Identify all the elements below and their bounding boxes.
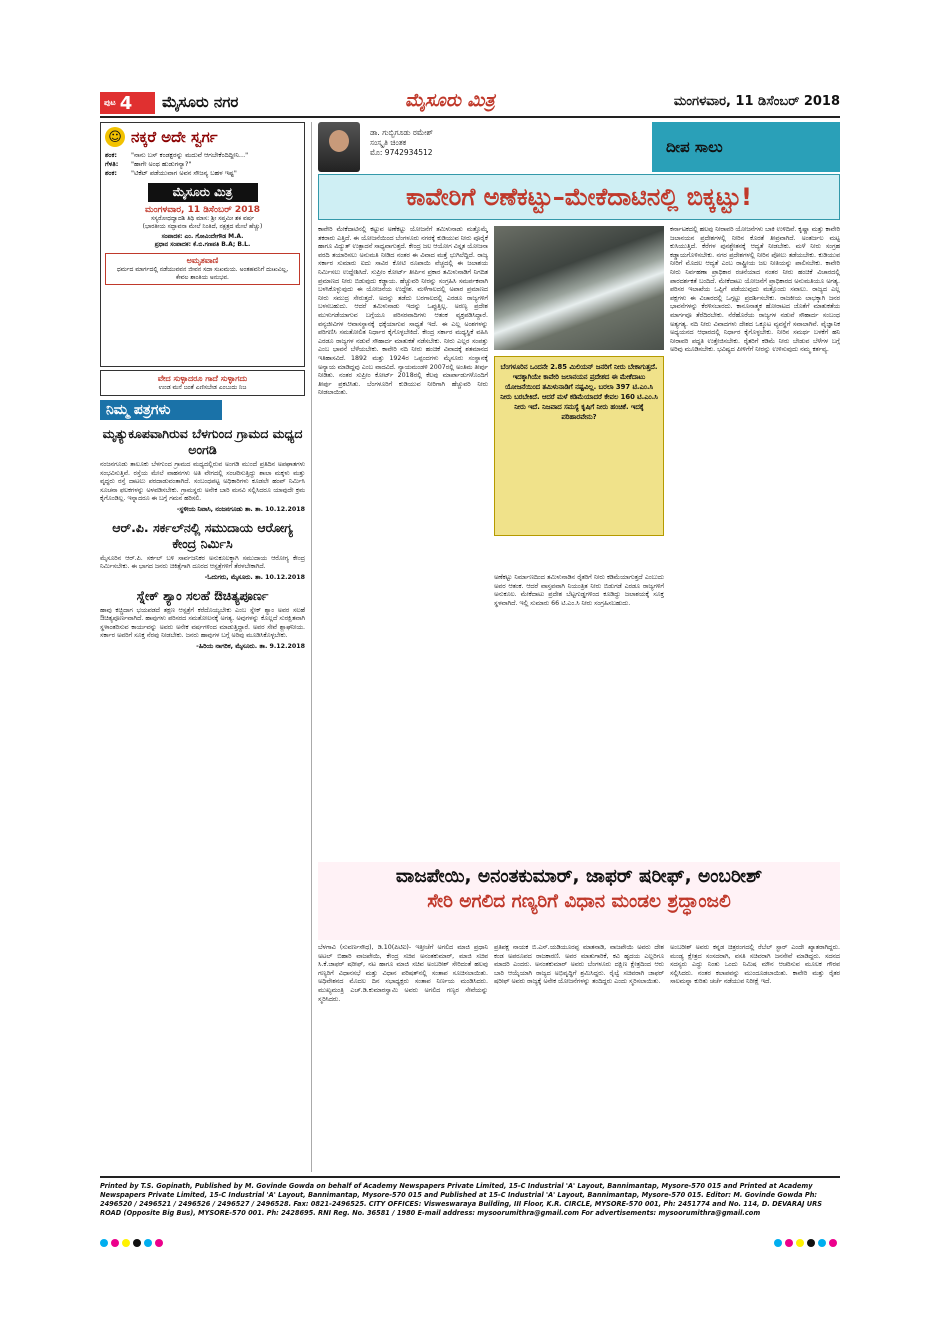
proverb-title: ವೇದ ಸುಳ್ಳಾದರೂ ಗಾದೆ ಸುಳ್ಳಾಗದು: [157, 374, 248, 383]
letter-body: ಮೈಸೂರಿನ ಆರ್.ಪಿ. ಸರ್ಕಲ್ ಬಳಿ ಸಾರ್ವಜನಿಕರ ಅನುಕೂಲಕ್ಕಾಗಿ ಸಮುದಾಯ ಆರೋಗ್ಯ ಕೇಂದ್ರ ನಿರ್ಮಿಸಬೇಕು. ಈ ಭಾಗದ ಜನರು ಚಿಕಿತ್ಸೆಗಾಗಿ ದೂರದ ಆಸ್ಪತ್ರೆಗಳಿಗೆ ತೆರಳಬೇಕಾಗಿದೆ.: [100, 554, 305, 570]
author-phone: ಮೊ: 9742934512: [370, 148, 433, 157]
author-photo: [318, 122, 360, 172]
article-column-2: ಅಣೆಕಟ್ಟು ನಿರ್ಮಾಣದಿಂದ ತಮಿಳುನಾಡಿನ ರೈತರಿಗೆ ನೀರು ಕಡಿಮೆಯಾಗುತ್ತದೆ ಎಂಬುದು ಅವರ ಆತಂಕ. ಆದರೆ ವಾಸ್ತವವಾಗಿ ನಿಯಂತ್ರಿತ ನೀರು ಬಿಡುಗಡೆ ಎರಡೂ ರಾಜ್ಯಗಳಿಗೆ ಅನುಕೂಲ. ಮೇಕೆದಾಟು ಪ್ರದೇಶ ಬೆಟ್ಟಗುಡ್ಡಗಳಿಂದ ಕೂಡಿದ್ದು ಜಲಾಶಯಕ್ಕೆ ಸೂಕ್ತ ಸ್ಥಳವಾಗಿದೆ. ಇಲ್ಲಿ ಸುಮಾರು 66 ಟಿ.ಎಂ.ಸಿ ನೀರು ಸಂಗ್ರಹಿಸಬಹುದು.: [494, 574, 664, 607]
news-column-2: ಪ್ರತಿಪಕ್ಷ ನಾಯಕ ಬಿ.ಎಸ್.ಯಡಿಯೂರಪ್ಪ ಮಾತನಾಡಿ, ವಾಜಪೇಯಿ ಅವರು ದೇಶ ಕಂಡ ಅಪರೂಪದ ರಾಜಕಾರಣಿ. ಅವರ ಮಾತುಗಾರಿಕೆ, ಕವಿ ಹೃದಯ ಎಲ್ಲರಿಗೂ ಮಾದರಿ ಎಂದರು. ಅನಂತಕುಮಾರ್ ಅವರು ಬೆಂಗಳೂರು ದಕ್ಷಿಣ ಕ್ಷೇತ್ರದಿಂದ ಆರು ಬಾರಿ ಆಯ್ಕೆಯಾಗಿ ರಾಜ್ಯದ ಅಭಿವೃದ್ಧಿಗೆ ಶ್ರಮಿಸಿದ್ದರು. ರೈಲ್ವೆ ಸಚಿವರಾಗಿ ಜಾಫರ್ ಷರೀಫ್ ಅವರು ರಾಜ್ಯಕ್ಕೆ ಅನೇಕ ಯೋಜನೆಗಳನ್ನು ತಂದಿದ್ದರು ಎಂದು ಸ್ಮರಿಸಲಾಯಿತು.: [494, 944, 664, 986]
article-column-3: ಕರ್ನಾಟಕದಲ್ಲಿ ಹಲವು ನೀರಾವರಿ ಯೋಜನೆಗಳು ಬಾಕಿ ಉಳಿದಿವೆ. ಕೃಷ್ಣಾ ಮತ್ತು ಕಾವೇರಿ ಜಲಾನಯನ ಪ್ರದೇಶಗಳಲ್ಲಿ ನೀರಿನ ಕೊರತೆ ತೀವ್ರವಾಗಿದೆ. ಅಂತರ್ಜಲ ಮಟ್ಟ ಕುಸಿಯುತ್ತಿದೆ. ಕೆರೆಗಳ ಪುನಶ್ಚೇತನಕ್ಕೆ ಆದ್ಯತೆ ನೀಡಬೇಕು. ಮಳೆ ನೀರು ಸಂಗ್ರಹ ಕಡ್ಡಾಯಗೊಳಿಸಬೇಕು. ನಗರ ಪ್ರದೇಶಗಳಲ್ಲಿ ನೀರಿನ ಪೋಲು ತಡೆಯಬೇಕು. ಕುಡಿಯುವ ನೀರಿಗೆ ಮೊದಲ ಆದ್ಯತೆ ಎಂಬ ರಾಷ್ಟ್ರೀಯ ಜಲ ನೀತಿಯನ್ನು ಪಾಲಿಸಬೇಕು. ಕಾವೇರಿ ನೀರು ನಿರ್ವಹಣಾ ಪ್ರಾಧಿಕಾರ ರಚನೆಯಾದ ನಂತರ ನೀರು ಹಂಚಿಕೆ ವಿಚಾರದಲ್ಲಿ ಪಾರದರ್ಶಕತೆ ಬಂದಿದೆ. ಮೇಕೆದಾಟು ಯೋಜನೆಗೆ ಪ್ರಾಧಿಕಾರದ ಅನುಮತಿಯೂ ಅಗತ್ಯ. ಪರಿಸರ ಇಲಾಖೆಯ ಒಪ್ಪಿಗೆ ಪಡೆಯುವುದು ಮತ್ತೊಂದು ಸವಾಲು. ರಾಜ್ಯದ ಎಲ್ಲ ಪಕ್ಷಗಳು ಈ ವಿಚಾರದಲ್ಲಿ ಒಗ್ಗಟ್ಟು ಪ್ರದರ್ಶಿಸಬೇಕು. ರಾಜಕೀಯ ಲಾಭಕ್ಕಾಗಿ ಜನರ ಭಾವನೆಗಳನ್ನು ಕೆರಳಿಸಬಾರದು. ಕಾನೂನಾತ್ಮಕ ಹೋರಾಟದ ಜೊತೆಗೆ ಮಾತುಕತೆಯ ಮಾರ್ಗವೂ ತೆರೆದಿರಬೇಕು. ನೆರೆಹೊರೆಯ ರಾಜ್ಯಗಳ ನಡುವೆ ಸೌಹಾರ್ದ ಸಂಬಂಧ ಅತ್ಯಗತ್ಯ. ನದಿ ನೀರು ವಿವಾದಗಳು ದೇಶದ ಒಕ್ಕೂಟ ವ್ಯವಸ್ಥೆಗೆ ಸವಾಲಾಗಿವೆ. ವೈಜ್ಞಾನಿಕ ಅಧ್ಯಯನದ ಆಧಾರದಲ್ಲಿ ನಿರ್ಧಾರ ಕೈಗೊಳ್ಳಬೇಕು. ನೀರಿನ ಸಮರ್ಥ ಬಳಕೆಗೆ ಹನಿ ನೀರಾವರಿ ಪದ್ಧತಿ ಉತ್ತೇಜಿಸಬೇಕು. ರೈತರಿಗೆ ಕಡಿಮೆ ನೀರು ಬೇಡುವ ಬೆಳೆಗಳ ಬಗ್ಗೆ ಅರಿವು ಮೂಡಿಸಬೇಕು. ಭವಿಷ್ಯದ ಪೀಳಿಗೆಗೆ ನೀರನ್ನು ಉಳಿಸುವುದು ನಮ್ಮ ಕರ್ತವ್ಯ.: [670, 226, 840, 354]
joke-line: ಶಂಕ: "ಟಿಕೆಟ್ ಪಡೆಯುವಾಗ ಅವನ ಸೌಜನ್ಯ ಬಹಳ ಇಷ್ಟ": [105, 169, 237, 177]
author-details: [370, 128, 433, 158]
imprint-footer: Printed by T.S. Gopinath, Published by M. Govinde Gowda on behalf of Academy Newspapers Private Limited, 15-C Industrial 'A' Layout, Bannimantap, Mysore-570 015 and Printed at Academy Newspapers Private Limited, 15-C Industrial 'A' Layout, Bannimantap, Mysore-570 015 and Published at 15-C Industrial 'A' Layout, Bannimantap, Mysore-570 015. Editor: M. Govinde Gowda Ph: 2496520 / 2496521 / 2496526 / 2496527 / 2496528. Fax: 0821-2496525. CITY OFFICES: Visweswaraya Building, III Floor, K.R. CIRCLE, MYSORE-570 001, Ph: 2451774 and No. 114, D. DEVARAJ URS ROAD (Opposite Big Bus), MYSORE-570 001. Ph: 2428695. RNI Reg. No. 36581 / 1980 E-mail address: mysoorumithra@gmail.com For advertisements: mysoorumithra@gmail.com: [100, 1176, 840, 1218]
laughing-face-icon: ☺: [105, 127, 125, 147]
page-label: ಪುಟ: [104, 98, 116, 107]
joke-line: ಗೆಳತಿ: "ಹಾಗೇ ಅಂಥ ಹುಡುಗನ್ಯಾ?": [105, 160, 192, 168]
proverb-text: ಉಂಡ ಮನೆ ಜಂತೆ ಎಣಿಸಬೇಡ ಎಂಬುದು ನಿಜ: [158, 384, 247, 391]
letter-title: ಆರ್.ಪಿ. ಸರ್ಕಲ್‌ನಲ್ಲಿ ಸಮುದಾಯ ಆರೋಗ್ಯ ಕೇಂದ್ರ ನಿರ್ಮಿಸಿ: [112, 519, 293, 551]
author-name: ಡಾ. ಗುಬ್ಬಿಗೂಡು ರಮೇಶ್: [370, 128, 434, 137]
amritavani-box: [105, 253, 300, 285]
joke-line: ಶಂಕ: "ನಾನು ಬಸ್ ಕಂಡಕ್ಟರನ್ನು ಮದುವೆ ಆಗಬೇಕೆಂದಿದ್ದೀನಿ...": [105, 151, 249, 159]
letter-title: ಮೃತ್ಯುಕೂಪವಾಗಿರುವ ಬೆಳಗುಂದ ಗ್ರಾಮದ ಮಧ್ಯದ ಅಂಗಡಿ: [102, 426, 303, 457]
page-header: [100, 90, 840, 116]
mini-date: ಮಂಗಳವಾರ, 11 ಡಿಸೆಂಬರ್ 2018: [145, 205, 260, 215]
amritavani-title: ಅಮೃತವಾಣಿ: [186, 256, 219, 265]
masthead: ಮೈಸೂರು ಮಿತ್ರ: [405, 90, 495, 111]
letter-item: [100, 426, 305, 514]
author-role: ಸಂಸ್ಕೃತಿ ಚಿಂತಕ: [370, 138, 407, 147]
page-number-box: [100, 92, 155, 114]
letter-title: ಸ್ನೇಕ್ ಶ್ಯಾಂ ಸಲಹೆ ಔಚಿತ್ಯಪೂರ್ಣ: [136, 587, 269, 603]
page-number: 4: [119, 92, 133, 114]
article-column-1: ಕಾವೇರಿ ಮೇಕೆದಾಟಿನಲ್ಲಿ ಕಟ್ಟುವ ಅಣೆಕಟ್ಟು ಯೋಜನೆಗೆ ತಮಿಳುನಾಡು ಮತ್ತೊಮ್ಮೆ ತಕರಾರು ಎತ್ತಿದೆ. ಈ ಯೋಜನೆಯಿಂದ ಬೆಂಗಳೂರು ನಗರಕ್ಕೆ ಕುಡಿಯುವ ನೀರು ಪೂರೈಕೆ ಹಾಗೂ ವಿದ್ಯುತ್ ಉತ್ಪಾದನೆ ಸಾಧ್ಯವಾಗುತ್ತದೆ. ಕೇಂದ್ರ ಜಲ ಆಯೋಗ ವಿಸ್ತೃತ ಯೋಜನಾ ವರದಿ ತಯಾರಿಸಲು ಅನುಮತಿ ನೀಡಿದ ನಂತರ ಈ ವಿವಾದ ಮತ್ತೆ ಭುಗಿಲೆದ್ದಿದೆ. ರಾಜ್ಯ ಸರ್ಕಾರ ಸುಮಾರು ಐದು ಸಾವಿರ ಕೋಟಿ ರೂಪಾಯಿ ವೆಚ್ಚದಲ್ಲಿ ಈ ಜಲಾಶಯ ನಿರ್ಮಿಸಲು ಉದ್ದೇಶಿಸಿದೆ. ಸುಪ್ರೀಂ ಕೋರ್ಟ್ ತೀರ್ಪಿನ ಪ್ರಕಾರ ತಮಿಳುನಾಡಿಗೆ ನಿಗದಿತ ಪ್ರಮಾಣದ ನೀರು ಬಿಡುವುದು ಕಡ್ಡಾಯ. ಹೆಚ್ಚುವರಿ ನೀರನ್ನು ಸಂಗ್ರಹಿಸಿ ಸಮರ್ಪಕವಾಗಿ ಬಳಸಿಕೊಳ್ಳುವುದು ಈ ಯೋಜನೆಯ ಉದ್ದೇಶ. ಮಳೆಗಾಲದಲ್ಲಿ ಅಪಾರ ಪ್ರಮಾಣದ ನೀರು ಸಮುದ್ರ ಸೇರುತ್ತದೆ. ಅದನ್ನು ತಡೆದು ಬರಗಾಲದಲ್ಲಿ ಎರಡೂ ರಾಜ್ಯಗಳಿಗೆ ಬಳಸಬಹುದು. ಆದರೆ ತಮಿಳುನಾಡು ಇದನ್ನು ಒಪ್ಪುತ್ತಿಲ್ಲ. ಅರಣ್ಯ ಪ್ರದೇಶ ಮುಳುಗಡೆಯಾಗುವ ಬಗ್ಗೆಯೂ ಪರಿಸರವಾದಿಗಳು ಆತಂಕ ವ್ಯಕ್ತಪಡಿಸಿದ್ದಾರೆ. ವನ್ಯಜೀವಿಗಳ ಆವಾಸಸ್ಥಾನಕ್ಕೆ ಧಕ್ಕೆಯಾಗುವ ಸಾಧ್ಯತೆ ಇದೆ. ಈ ಎಲ್ಲ ಅಂಶಗಳನ್ನು ಪರಿಗಣಿಸಿ ಸಮತೋಲಿತ ನಿರ್ಧಾರ ಕೈಗೊಳ್ಳಬೇಕಿದೆ. ಕೇಂದ್ರ ಸರ್ಕಾರ ಮಧ್ಯಸ್ಥಿಕೆ ವಹಿಸಿ ಎರಡೂ ರಾಜ್ಯಗಳ ನಡುವೆ ಸೌಹಾರ್ದ ಮಾತುಕತೆ ನಡೆಸಬೇಕು. ನೀರು ಎಲ್ಲರ ಸಂಪತ್ತು ಎಂಬ ಭಾವನೆ ಬೆಳೆಯಬೇಕು. ಕಾವೇರಿ ನದಿ ನೀರು ಹಂಚಿಕೆ ವಿವಾದಕ್ಕೆ ಶತಮಾನದ ಇತಿಹಾಸವಿದೆ. 1892 ಮತ್ತು 1924ರ ಒಪ್ಪಂದಗಳು ಮೈಸೂರು ಸಂಸ್ಥಾನಕ್ಕೆ ಅನ್ಯಾಯ ಮಾಡಿದ್ದವು ಎಂಬ ವಾದವಿದೆ. ನ್ಯಾಯಮಂಡಳಿ 2007ರಲ್ಲಿ ಅಂತಿಮ ತೀರ್ಪು ನೀಡಿತು. ನಂತರ ಸುಪ್ರೀಂ ಕೋರ್ಟ್ 2018ರಲ್ಲಿ ಕೆಲವು ಮಾರ್ಪಾಡುಗಳೊಂದಿಗೆ ತೀರ್ಪು ಪ್ರಕಟಿಸಿತು. ಬೆಂಗಳೂರಿಗೆ ಕುಡಿಯುವ ನೀರಿಗಾಗಿ ಹೆಚ್ಚುವರಿ ನೀರು ನೀಡಲಾಯಿತು.: [318, 226, 488, 397]
header-rule: [100, 116, 840, 118]
column-name: ದೀಪ ಸಾಲು: [652, 122, 840, 172]
second-headline-block: [318, 862, 840, 940]
amritavani-text: ಧರ್ಮದ ಮಾರ್ಗದಲ್ಲಿ ನಡೆಯುವವನ ಜೀವನ ಸದಾ ಸುಖಮಯ. ಅಂತಹವನಿಗೆ ದುಃಖವಿಲ್ಲ, ಕೇವಲ ಶಾಂತಿಯ ಅನುಭವ.: [116, 266, 289, 281]
news-column-3: ಅಂಬರೀಶ್ ಅವರು ಕನ್ನಡ ಚಿತ್ರರಂಗದಲ್ಲಿ ರೆಬೆಲ್ ಸ್ಟಾರ್ ಎಂದೇ ಖ್ಯಾತರಾಗಿದ್ದರು. ಮಂಡ್ಯ ಕ್ಷೇತ್ರದ ಸಂಸದರಾಗಿ, ವಸತಿ ಸಚಿವರಾಗಿ ಜನಸೇವೆ ಮಾಡಿದ್ದರು. ಸದನದ ಸದಸ್ಯರು ಎದ್ದು ನಿಂತು ಒಂದು ನಿಮಿಷ ಮೌನ ಆಚರಿಸುವ ಮೂಲಕ ಗೌರವ ಸಲ್ಲಿಸಿದರು. ನಂತರ ಕಲಾಪವನ್ನು ಮುಂದೂಡಲಾಯಿತು. ಕಾವೇರಿ ಮತ್ತು ರೈತರ ಸಾಲಮನ್ನಾ ಕುರಿತು ಚರ್ಚೆ ನಡೆಯುವ ನಿರೀಕ್ಷೆ ಇದೆ.: [670, 944, 840, 986]
panchanga-note: (ಭಾರತೀಯ ಸದ್ಭಾವನಾ ಮೇಲೆ ನಿಂತಿದೆ, ನಕ್ಷತ್ರದ ಮೇಲೆ ಹೆಚ್ಚು): [142, 223, 263, 230]
registration-marks: [100, 1232, 840, 1251]
issue-date: ಮಂಗಳವಾರ, 11 ಡಿಸೆಂಬರ್ 2018: [673, 94, 840, 109]
nakkare-box: [100, 122, 305, 367]
joke-list: [105, 151, 300, 178]
letters-banner: ನಿಮ್ಮ ಪತ್ರಗಳು: [100, 400, 222, 420]
author-block: [318, 122, 648, 175]
news-column-1: ಬೆಳಗಾವಿ (ಸುವರ್ಣಸೌಧ), ಡಿ.10(ಪಿಟಿಐ)- ಇತ್ತೀಚೆಗೆ ಅಗಲಿದ ಮಾಜಿ ಪ್ರಧಾನಿ ಅಟಲ್ ಬಿಹಾರಿ ವಾಜಪೇಯಿ, ಕೇಂದ್ರ ಸಚಿವ ಅನಂತಕುಮಾರ್, ಮಾಜಿ ಸಚಿವ ಸಿ.ಕೆ.ಜಾಫರ್ ಷರೀಫ್, ನಟ ಹಾಗೂ ಮಾಜಿ ಸಚಿವ ಅಂಬರೀಶ್ ಸೇರಿದಂತೆ ಹಲವು ಗಣ್ಯರಿಗೆ ವಿಧಾನಸಭೆ ಮತ್ತು ವಿಧಾನ ಪರಿಷತ್‌ನಲ್ಲಿ ಸಂತಾಪ ಸೂಚಿಸಲಾಯಿತು. ಅಧಿವೇಶನದ ಮೊದಲ ದಿನ ಸಭಾಧ್ಯಕ್ಷರು ಸಂತಾಪ ನಿರ್ಣಯ ಮಂಡಿಸಿದರು. ಮುಖ್ಯಮಂತ್ರಿ ಎಚ್.ಡಿ.ಕುಮಾರಸ್ವಾಮಿ ಅವರು ಅಗಲಿದ ಗಣ್ಯರ ಸೇವೆಯನ್ನು ಸ್ಮರಿಸಿದರು.: [318, 944, 488, 1003]
letter-body: ಹಾವು ಕಚ್ಚಿದಾಗ ಭಯಪಡದೆ ತಕ್ಷಣ ಆಸ್ಪತ್ರೆಗೆ ಕರೆದೊಯ್ಯಬೇಕು ಎಂಬ ಸ್ನೇಕ್ ಶ್ಯಾಂ ಅವರ ಸಲಹೆ ಔಚಿತ್ಯಪೂರ್ಣವಾಗಿದೆ. ಹಾವುಗಳು ಪರಿಸರದ ಸಮತೋಲನಕ್ಕೆ ಅಗತ್ಯ. ಅವುಗಳನ್ನು ಕೊಲ್ಲದೆ ಸುರಕ್ಷಿತವಾಗಿ ಸ್ಥಳಾಂತರಿಸುವ ಕಾರ್ಯವನ್ನು ಅವರು ಅನೇಕ ವರ್ಷಗಳಿಂದ ಮಾಡುತ್ತಿದ್ದಾರೆ. ಅವರ ಸೇವೆ ಶ್ಲಾಘನೀಯ. ಸರ್ಕಾರ ಅವರಿಗೆ ಸೂಕ್ತ ನೆರವು ನೀಡಬೇಕು. ಜನರು ಹಾವುಗಳ ಬಗ್ಗೆ ಅರಿವು ಮೂಡಿಸಿಕೊಳ್ಳಬೇಕು.: [100, 606, 305, 639]
letter-signature: -ಹಿರಿಯ ನಾಗರಿಕ, ಮೈಸೂರು. ತಾ. 9.12.2018: [196, 642, 305, 650]
second-headline-line1: ವಾಜಪೇಯಿ, ಅನಂತಕುಮಾರ್, ಜಾಫರ್ ಷರೀಫ್, ಅಂಬರೀಶ್: [395, 866, 763, 887]
panchanga-line: ಸಸ್ಯರೋಧದ್ವಾದಶಿ ತಿಥಿ ಮಾಸ: ಶ್ರೀ ಸಪ್ತಮೀ ಶಕ ವರ್ಷ: [150, 215, 255, 222]
nakkare-header: [105, 127, 300, 147]
letter-item: [100, 588, 305, 651]
mini-masthead: ಮೈಸೂರು ಮಿತ್ರ: [148, 183, 258, 202]
section-title: ಮೈಸೂರು ನಗರ: [162, 93, 239, 111]
left-column: [100, 122, 305, 651]
letter-signature: -ಓದುಗರು, ಮೈಸೂರು. ತಾ. 10.12.2018: [204, 573, 305, 581]
river-photo: [494, 226, 664, 350]
letter-signature: -ಸ್ಥಳೀಯ ನಿವಾಸಿ, ನಂಜನಗೂಡು ತಾ. ತಾ. 10.12.2018: [176, 505, 305, 513]
nakkare-title: ನಕ್ಕರೆ ಅದೇ ಸ್ವರ್ಗ: [131, 128, 218, 146]
proverb-box: [100, 370, 305, 396]
color-dots-right: [774, 1232, 840, 1251]
article-headline: ಕಾವೇರಿಗೆ ಅಣೆಕಟ್ಟು–ಮೇಕೆದಾಟಿನಲ್ಲಿ ಬಿಕ್ಕಟ್ಟು!: [318, 174, 840, 220]
second-headline-line2: ಸೇರಿ ಅಗಲಿದ ಗಣ್ಯರಿಗೆ ವಿಧಾನ ಮಂಡಲ ಶ್ರದ್ಧಾಂಜಲಿ: [427, 891, 731, 912]
letter-item: [100, 520, 305, 582]
pull-quote: ಬೆಂಗಳೂರಿನ ಒಂದನೇ 2.85 ಮಿಲಿಯನ್ ಜನರಿಗೆ ನೀರು ಬೇಕಾಗುತ್ತದೆ. ಇದಕ್ಕಾಗಿಯೇ ಕಾವೇರಿ ಜಲಾನಯನ ಪ್ರದೇಶದ ಈ ಮೇಕೆದಾಟು ಯೋಜನೆಯಿಂದ ತಮಿಳುನಾಡಿಗೆ ನಷ್ಟವಿಲ್ಲ. ಬರಲಾ 397 ಟಿ.ಎಂ.ಸಿ ನೀರು ಬರಬೇಕಿದೆ. ಆದರೆ ಮಳೆ ಕಡಿಮೆಯಾದರೆ ಕೇವಲ 160 ಟಿ.ಎಂ.ಸಿ ನೀರು ಇದೆ. ನಿಜವಾದ ಸಮಸ್ಯೆ ಕೃಷಿಗೆ ನೀರು ಹಂಚಿಕೆ. ಇದಕ್ಕೆ ಪರಿಹಾರವೇನು?: [494, 356, 664, 536]
color-dots-left: [100, 1232, 166, 1251]
chief-editor-line: ಪ್ರಧಾನ ಸಂಪಾದಕ: ಕೆ.ಬಿ.ಗಣಪತಿ B.A; B.L.: [154, 241, 251, 248]
editor-line: ಸಂಪಾದಕ: ಎಂ. ಗೋವಿಂದೇಗೌಡ M.A.: [161, 233, 244, 240]
letter-body: ನಂಜನಗೂಡು ತಾಲೂಕು ಬೆಳಗುಂದ ಗ್ರಾಮದ ಮಧ್ಯದಲ್ಲಿರುವ ಅಂಗಡಿ ಮುಂದೆ ಪ್ರತಿದಿನ ಅಪಘಾತಗಳು ಸಂಭವಿಸುತ್ತಿವೆ. ರಸ್ತೆಯ ಮೇಲೆ ವಾಹನಗಳು ಅತಿ ವೇಗದಲ್ಲಿ ಸಂಚರಿಸುತ್ತಿದ್ದು ಶಾಲಾ ಮಕ್ಕಳು ಮತ್ತು ವೃದ್ಧರು ರಸ್ತೆ ದಾಟಲು ಪರದಾಡುವಂತಾಗಿದೆ. ಸಂಬಂಧಪಟ್ಟ ಅಧಿಕಾರಿಗಳು ಕೂಡಲೇ ಹಂಪ್ ನಿರ್ಮಿಸಿ ಸೂಚನಾ ಫಲಕಗಳನ್ನು ಅಳವಡಿಸಬೇಕು. ಗ್ರಾಮಸ್ಥರು ಅನೇಕ ಬಾರಿ ಮನವಿ ಸಲ್ಲಿಸಿದರೂ ಯಾವುದೇ ಕ್ರಮ ಕೈಗೊಂಡಿಲ್ಲ. ಇನ್ನಾದರೂ ಈ ಬಗ್ಗೆ ಗಮನ ಹರಿಸಲಿ.: [100, 461, 305, 502]
column-divider: [311, 122, 312, 1172]
